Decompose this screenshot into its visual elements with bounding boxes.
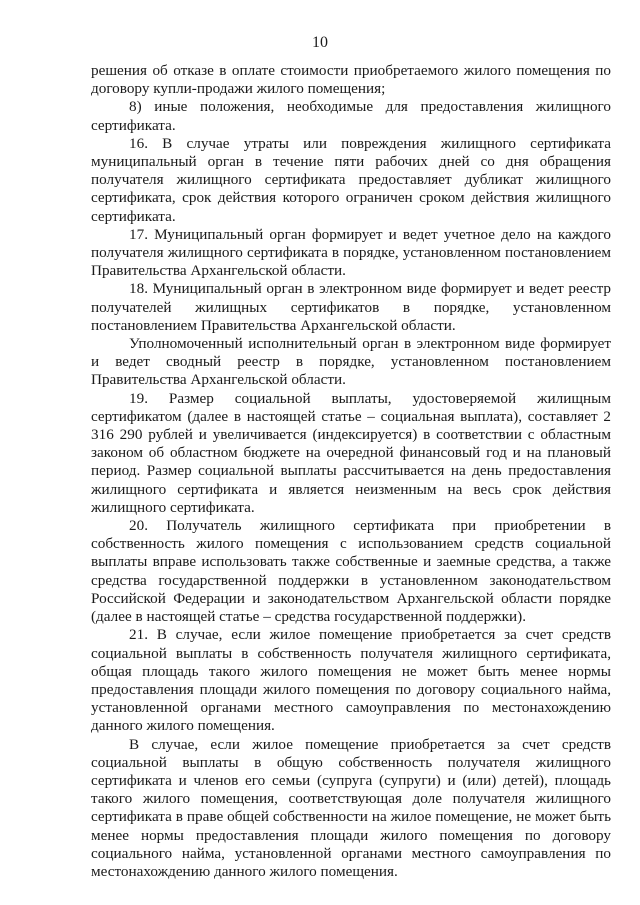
paragraph: решения об отказе в оплате стоимости приобретаемого жилого помещения по договору купли-продажи жилого помещения; (91, 62, 611, 98)
paragraph: 18. Муниципальный орган в электронном виде формирует и ведет реестр получателей жилищных сертификатов в порядке, установленном постановлением Правительства Архангельской области. (91, 280, 611, 334)
document-body (91, 62, 611, 881)
paragraph: 20. Получатель жилищного сертификата при приобретении в собственность жилого помещения с использованием средств социальной выплаты вправе использовать также собственные и заемные средства, а также средства государственной поддержки в установленном законодательством Российской Федерации и законодательством Архангельской области порядке (далее в настоящей статье – средства государственной поддержки). (91, 517, 611, 626)
paragraph: В случае, если жилое помещение приобретается за счет средств социальной выплаты в общую собственность получателя жилищного сертификата и членов его семьи (супруга (супруги) и (или) детей), площадь такого жилого помещения, соответствующая доле получателя жилищного сертификата в праве общей собственности на жилое помещение, не может быть менее нормы предоставления площади жилого помещения по договору социального найма, установленной органами местного самоуправления по местонахождению данного жилого помещения. (91, 735, 611, 880)
paragraph: 17. Муниципальный орган формирует и ведет учетное дело на каждого получателя жилищного сертификата в порядке, установленном постановлением Правительства Архангельской области. (91, 225, 611, 280)
paragraph: 8) иные положения, необходимые для предоставления жилищного сертификата. (91, 98, 611, 134)
paragraph: 19. Размер социальной выплаты, удостоверяемой жилищным сертификатом (далее в настоящей статье – социальная выплата), составляет 2 316 290 рублей и увеличивается (индексируется) в соответствии с областным законом об областном бюджете на очередной финансовый год и на плановый период. Размер социальной выплаты рассчитывается на день предоставления жилищного сертификата и является неизменным на весь срок действия жилищного сертификата. (91, 389, 611, 516)
paragraph: 16. В случае утраты или повреждения жилищного сертификата муниципальный орган в течение пяти рабочих дней со дня обращения получателя жилищного сертификата предоставляет дубликат жилищного сертификата, срок действия которого ограничен сроком действия жилищного сертификата. (91, 134, 611, 225)
page-number: 10 (312, 34, 328, 51)
paragraph: Уполномоченный исполнительный орган в электронном виде формирует и ведет сводный реестр в порядке, установленном постановлением Правительства Архангельской области. (91, 335, 611, 389)
paragraph: 21. В случае, если жилое помещение приобретается за счет средств социальной выплаты в собственность получателя жилищного сертификата, общая площадь такого жилого помещения не может быть менее нормы предоставления площади жилого помещения по договору социального найма, установленной органами местного самоуправления по местонахождению данного жилого помещения. (91, 626, 611, 735)
